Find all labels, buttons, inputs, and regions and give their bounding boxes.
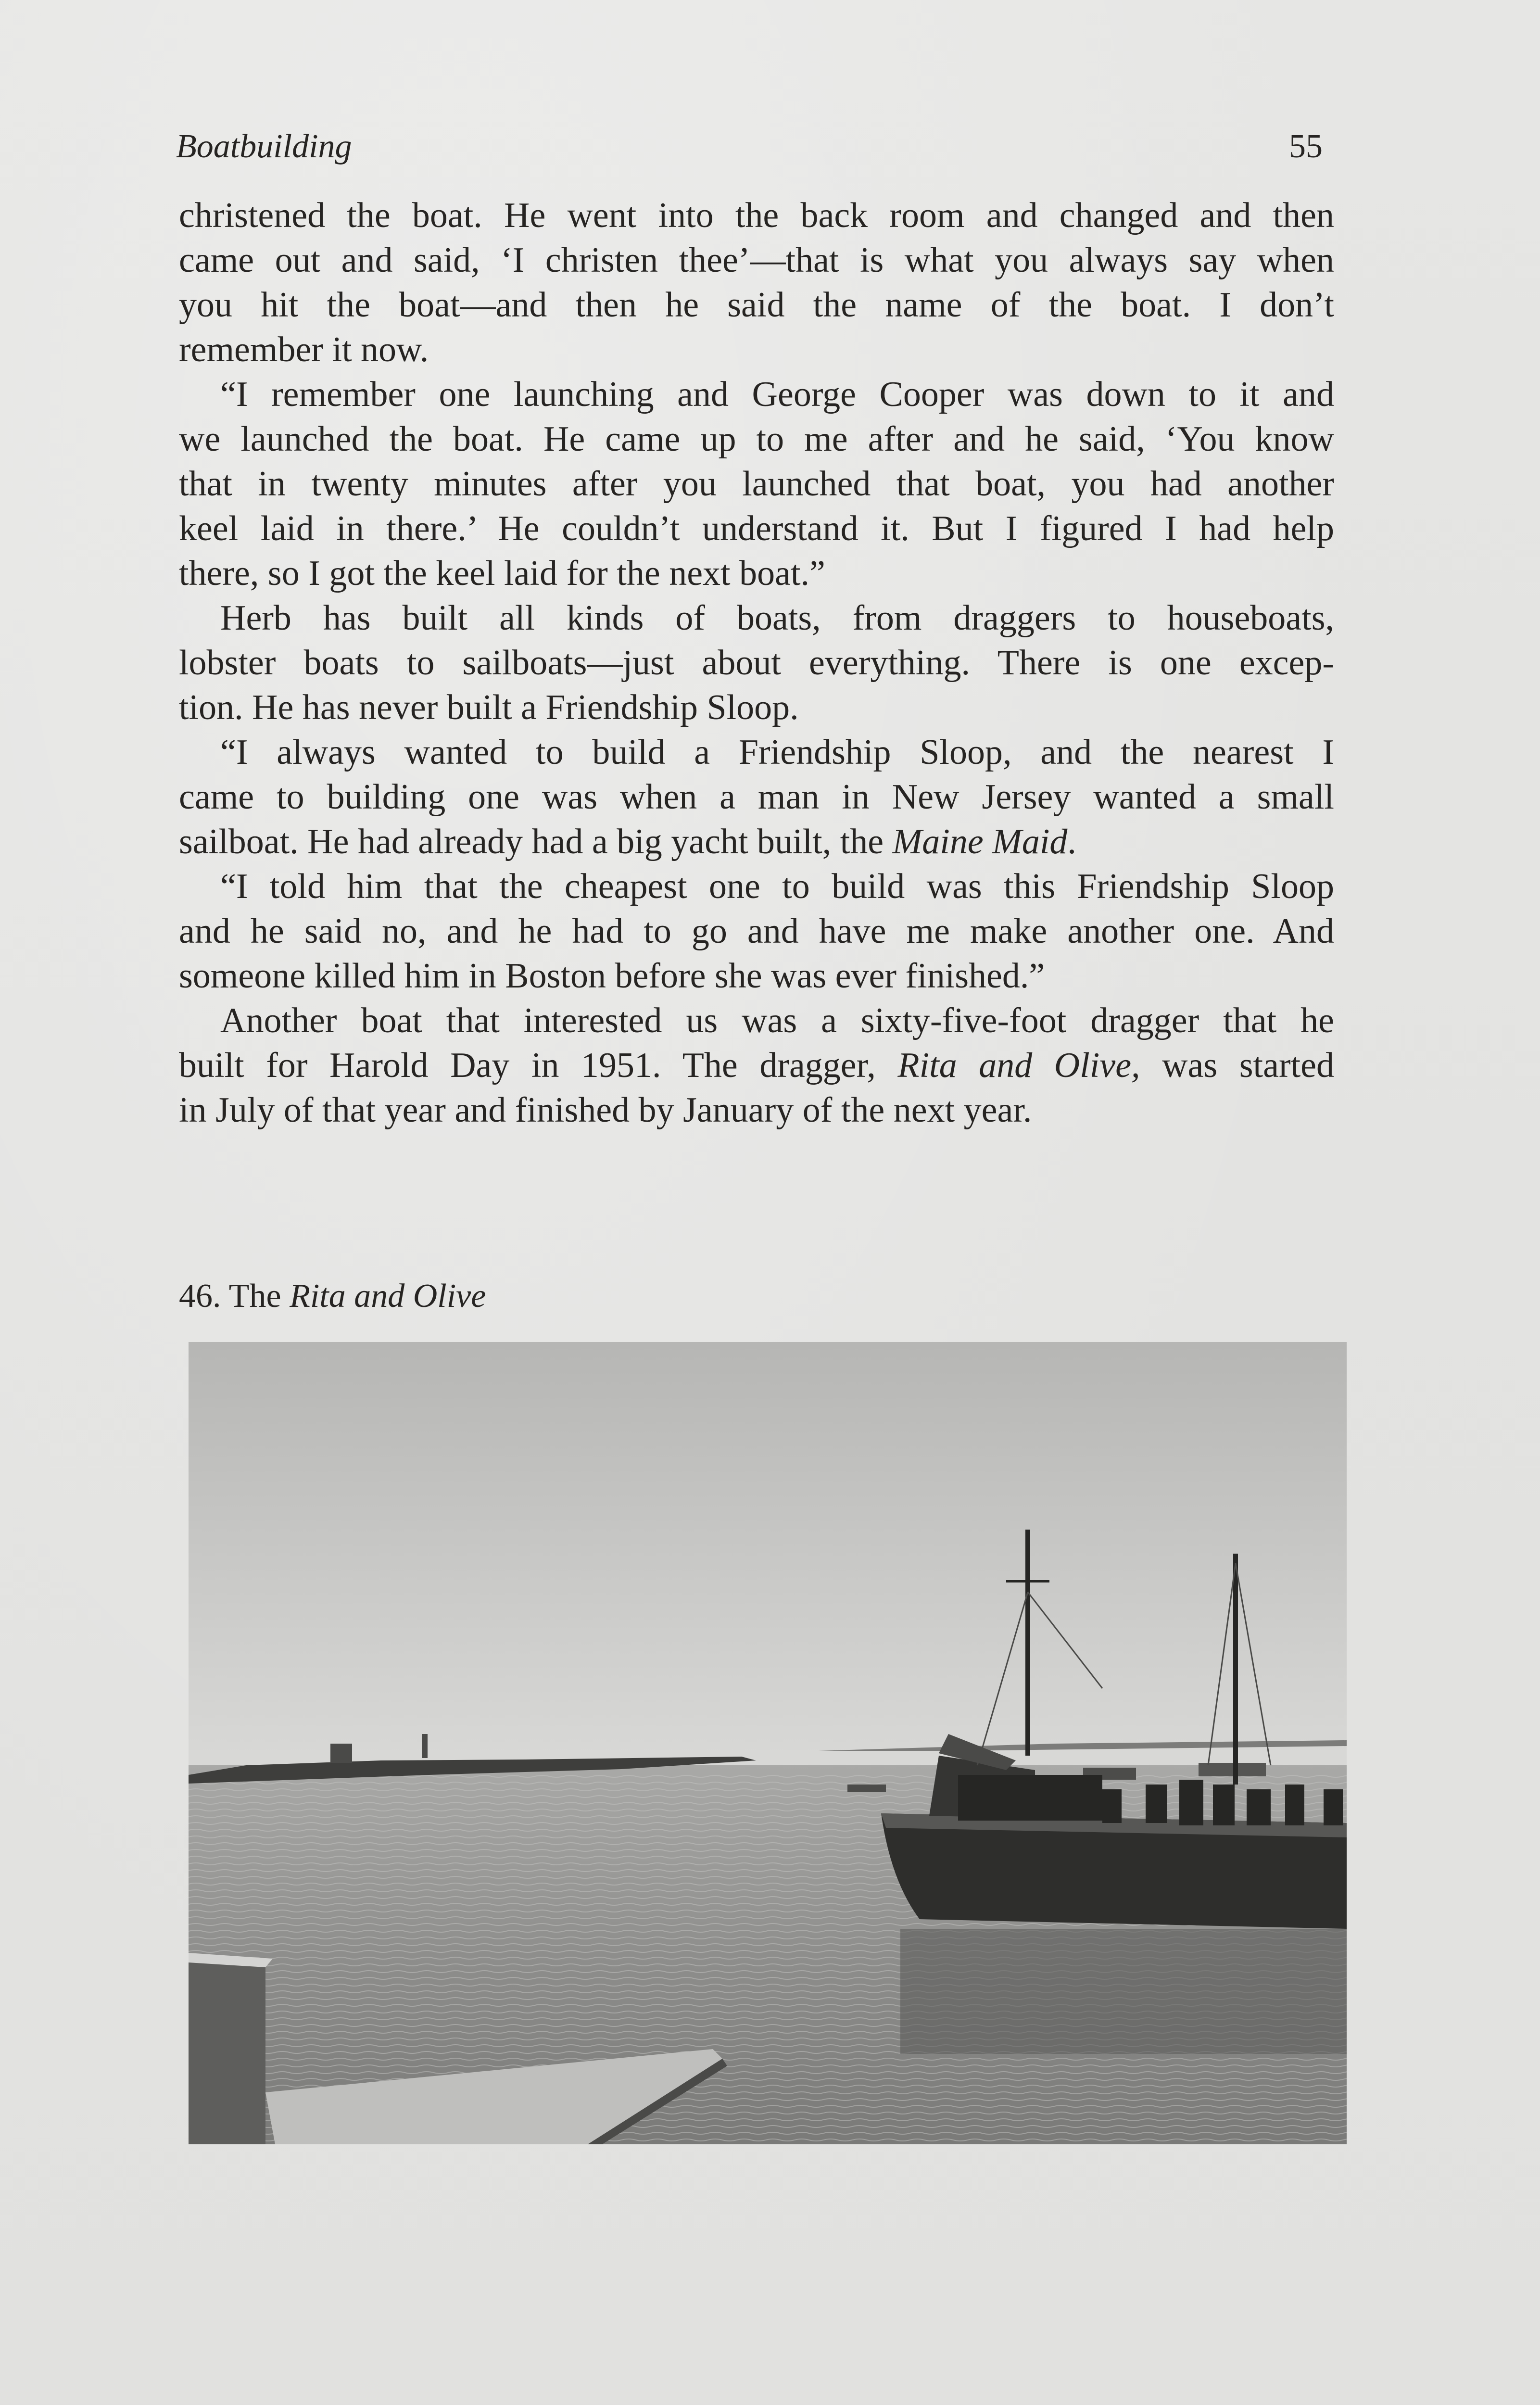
- text-span: .: [1067, 822, 1076, 861]
- boat-name-rita-and-olive: Rita and Olive,: [897, 1046, 1140, 1085]
- text-span: built for Harold Day in 1951. The dragger,: [179, 1046, 898, 1085]
- text-line: we launched the boat. He came up to me after and he said, ‘You know: [179, 419, 1334, 459]
- text-line: came to building one was when a man in New Jersey wanted a small: [179, 777, 1334, 817]
- text-line: came out and said, ‘I christen thee’—that is what you always say when: [179, 240, 1334, 280]
- figure-caption: [179, 1279, 486, 1313]
- text-line: tion. He has never built a Friendship Sloop.: [179, 688, 799, 727]
- text-line: remember it now.: [179, 330, 429, 369]
- text-line: [179, 1043, 1334, 1088]
- text-line: in July of that year and finished by January of the next year.: [179, 1090, 1032, 1130]
- body-text: [179, 193, 1334, 1133]
- text-line: you hit the boat—and then he said the name of the boat. I don’t: [179, 285, 1334, 325]
- harbor-photo-illustration: [189, 1342, 1347, 2144]
- text-line: there, so I got the keel laid for the next boat.”: [179, 554, 825, 593]
- caption-title: Rita and Olive: [290, 1278, 486, 1315]
- text-line: lobster boats to sailboats—just about everything. There is one excep-: [179, 643, 1334, 683]
- small-sailboat: [847, 1785, 886, 1792]
- text-line: “I remember one launching and George Cooper was down to it and: [220, 375, 1334, 414]
- text-line: keel laid in there.’ He couldn’t understand it. But I figured I had help: [179, 509, 1334, 548]
- text-line: christened the boat. He went into the back room and changed and then: [179, 196, 1334, 235]
- page-number: 55: [1289, 128, 1323, 165]
- text-line: someone killed him in Boston before she was ever finished.”: [179, 956, 1045, 996]
- foreground-shed: [189, 1958, 265, 2144]
- boat-reflection: [900, 1929, 1347, 2054]
- island-building: [330, 1744, 352, 1763]
- boat-name-maine-maid: Maine Maid: [892, 822, 1068, 861]
- running-head: Boatbuilding: [176, 128, 352, 165]
- text-line: “I always wanted to build a Friendship Sloop, and the nearest I: [220, 733, 1334, 772]
- caption-number: 46. The: [179, 1278, 290, 1315]
- text-span: sailboat. He had already had a big yacht built, the: [179, 822, 893, 861]
- sky: [189, 1342, 1347, 1770]
- foremast-crosstree: [1006, 1580, 1049, 1582]
- text-line: [179, 820, 1334, 864]
- island-lighthouse: [422, 1734, 428, 1758]
- figure-photo: [189, 1342, 1347, 2144]
- text-span: was started: [1140, 1046, 1334, 1085]
- text-line: Herb has built all kinds of boats, from draggers to houseboats,: [220, 598, 1334, 638]
- text-line: and he said no, and he had to go and have me make another one. And: [179, 911, 1334, 951]
- text-line: “I told him that the cheapest one to build was this Friendship Sloop: [220, 867, 1334, 906]
- foremast: [1025, 1530, 1030, 1756]
- mainmast: [1233, 1554, 1238, 1785]
- text-line: Another boat that interested us was a sixty-five-foot dragger that he: [220, 1001, 1334, 1040]
- text-line: that in twenty minutes after you launched that boat, you had another: [179, 464, 1334, 504]
